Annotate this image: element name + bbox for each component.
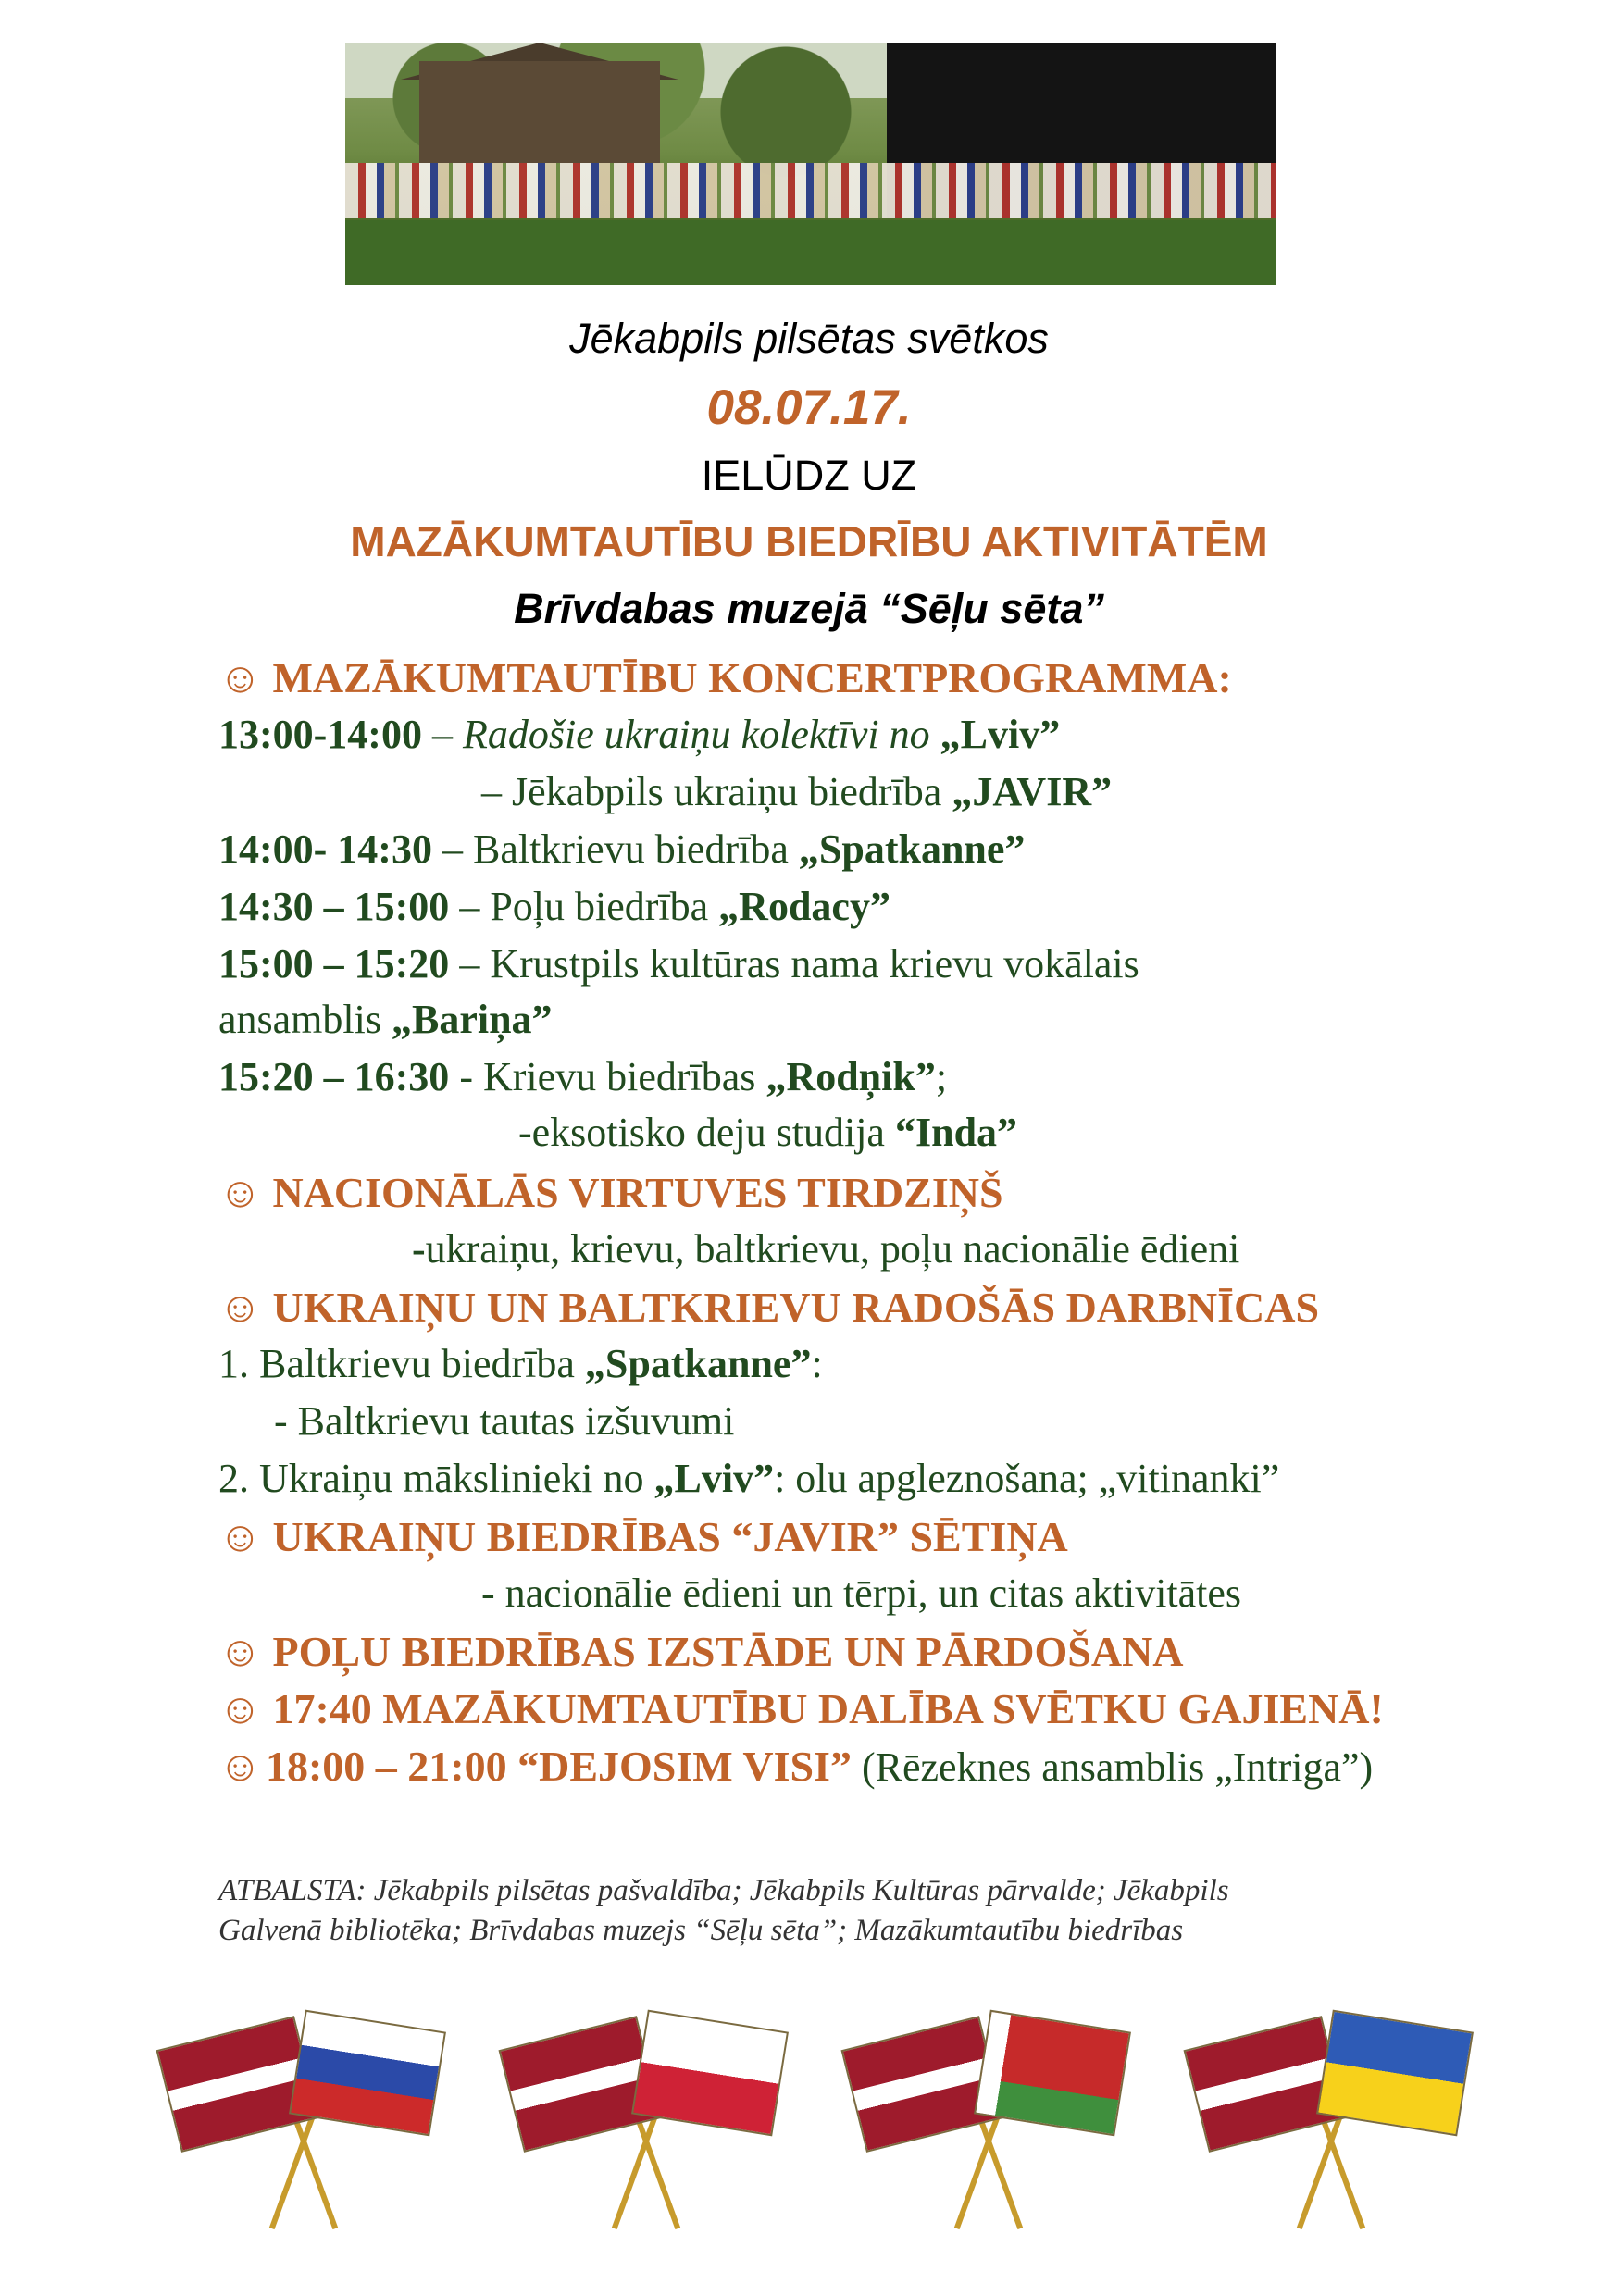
program-item: 14:30 – 15:00 – Poļu biedrība „Rodacy” [218, 884, 890, 929]
polish-section-title: ☺ POĻU BIEDRĪBAS IZSTĀDE UN PĀRDOŠANA [218, 1628, 1184, 1675]
event-title: MAZĀKUMTAUTĪBU BIEDRĪBU AKTIVITĀTĒM [350, 517, 1268, 565]
dance-detail: (Rēzeknes ansamblis „Intriga”) [851, 1744, 1374, 1790]
program-item: – Jēkabpils ukraiņu biedrība „JAVIR” [481, 769, 1113, 814]
program-item: 15:00 – 15:20 – Krustpils kultūras nama krievu vokālais [218, 941, 1139, 987]
smiley-icon: ☺ [218, 1513, 262, 1560]
program-item: -eksotisko deju studija “Inda” [518, 1110, 1018, 1155]
concert-section-title [218, 653, 1232, 702]
workshop-item-1: 1. Baltkrievu biedrība „Spatkanne”: [218, 1341, 823, 1386]
workshop-item-2: 2. Ukraiņu mākslinieki no „Lviv”: olu apgleznošana; „vitinanki” [218, 1456, 1280, 1501]
javir-section-title: ☺ UKRAIŅU BIEDRĪBAS “JAVIR” SĒTIŅA [218, 1513, 1068, 1560]
latvia-poland-flags-icon [500, 2004, 796, 2253]
latvia-ukraine-flags-icon [1185, 2004, 1481, 2253]
smiley-icon: ☺ [218, 1284, 262, 1331]
event-date: 08.07.17. [706, 380, 912, 435]
parade-section-title: ☺ 17:40 MAZĀKUMTAUTĪBU DALĪBA SVĒTKU GAJIENĀ! [218, 1685, 1384, 1732]
dance-section [218, 1742, 1373, 1791]
flag-pairs [157, 2004, 1472, 2253]
market-detail: -ukraiņu, krievu, baltkrievu, poļu nacionālie ēdieni [412, 1226, 1240, 1272]
latvia-belarus-flags-icon [842, 2004, 1139, 2253]
smiley-icon: ☺ [218, 654, 262, 701]
program-item: 13:00-14:00 – Radošie ukraiņu kolektīvi no „Lviv” [218, 712, 1061, 757]
concert-title: MAZĀKUMTAUTĪBU KONCERTPROGRAMMA: [272, 654, 1232, 701]
program-item: 15:20 – 16:30 - Krievu biedrības „Rodņik”; [218, 1054, 948, 1099]
program-item: ansamblis „Bariņa” [218, 997, 553, 1042]
market-section-title: ☺ NACIONĀLĀS VIRTUVES TIRDZIŅŠ [218, 1169, 1003, 1216]
invite-line: IELŪDZ UZ [701, 452, 917, 499]
event-place: Brīvdabas muzejā “Sēļu sēta” [514, 585, 1104, 632]
javir-detail: - nacionālie ēdieni un tērpi, un citas aktivitātes [481, 1570, 1242, 1616]
sponsors: ATBALSTA: Jēkabpils pilsētas pašvaldība; Jēkabpils Kultūras pārvalde; Jēkabpils Galvenā bibliotēka; Brīvdabas muzejs “Sēļu sēta”; Mazākumtautību biedrības [218, 1874, 1229, 1947]
latvia-russia-flags-icon [157, 2004, 454, 2253]
smiley-icon: ☺ [218, 1685, 262, 1732]
smiley-icon: ☺ [218, 1169, 262, 1216]
dance-title: 18:00 – 21:00 “DEJOSIM VISI” [265, 1743, 852, 1790]
smiley-icon: ☺ [218, 1743, 262, 1790]
smiley-icon: ☺ [218, 1628, 262, 1675]
workshop-item-1-detail: - Baltkrievu tautas izšuvumi [274, 1398, 735, 1444]
program-item: 14:00- 14:30 – Baltkrievu biedrība „Spatkanne” [218, 826, 1026, 872]
header-photo [345, 43, 1276, 285]
intro-line: Jēkabpils pilsētas svētkos [569, 315, 1049, 362]
workshops-section-title: ☺ UKRAIŅU UN BALTKRIEVU RADOŠĀS DARBNĪCAS [218, 1284, 1320, 1331]
